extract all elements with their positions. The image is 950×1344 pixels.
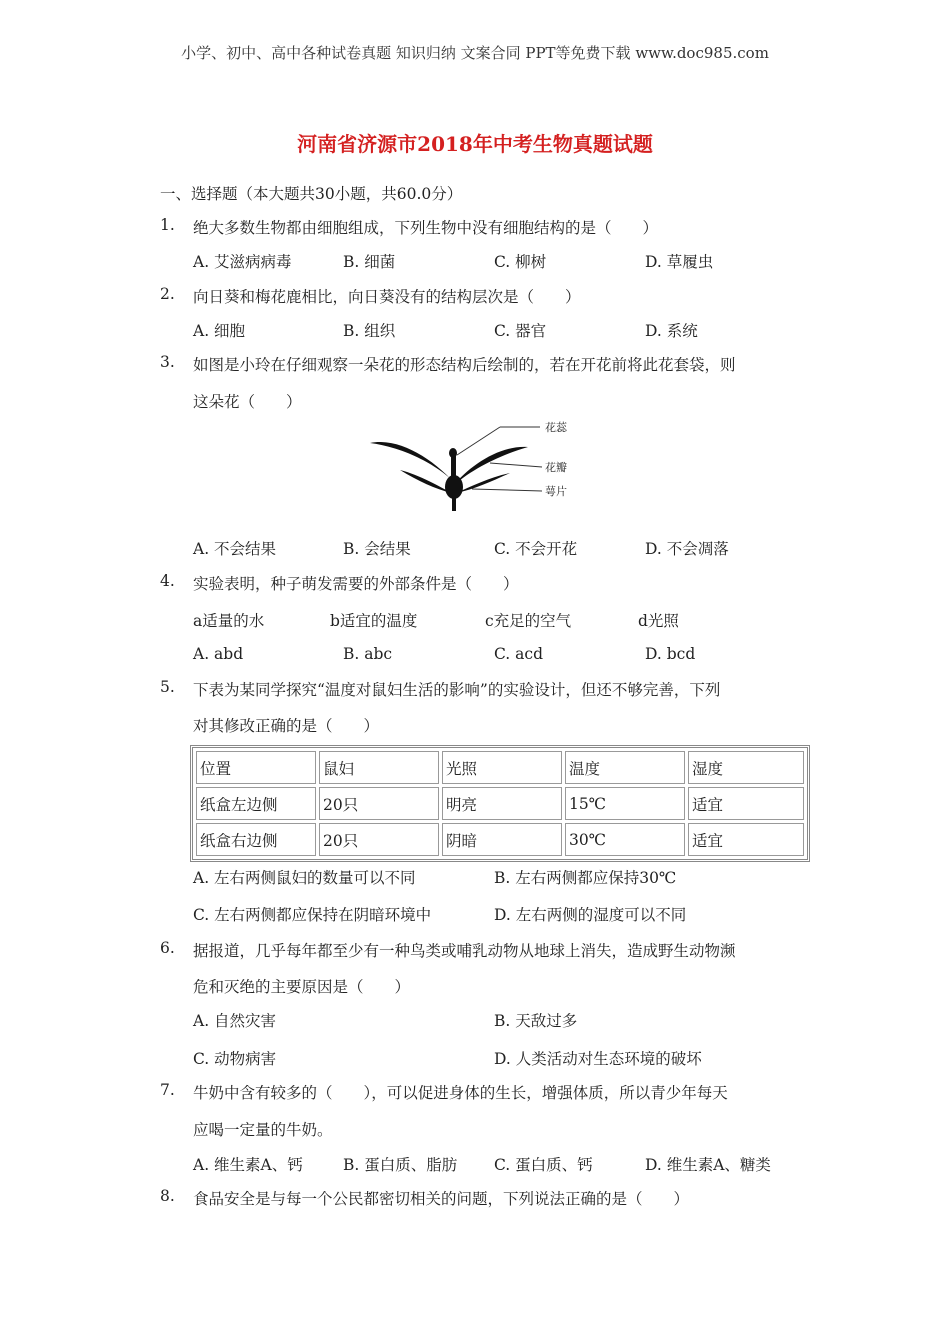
q8-stem: 食品安全是与每一个公民都密切相关的问题，下列说法正确的是（ ） xyxy=(193,1190,690,1208)
q1-option-b: B. 细菌 xyxy=(343,253,396,271)
q1-stem: 绝大多数生物都由细胞组成，下列生物中没有细胞结构的是（ ） xyxy=(193,219,659,237)
q6-option-c: C. 动物病害 xyxy=(193,1050,277,1068)
q5-stem-line2: 对其修改正确的是（ ） xyxy=(193,717,380,735)
page-title: 河南省济源市2018年中考生物真题试题 xyxy=(297,132,653,156)
q4-stem: 实验表明，种子萌发需要的外部条件是（ ） xyxy=(193,575,519,593)
q6-stem-line1: 据报道，几乎每年都至少有一种鸟类或哺乳动物从地球上消失，造成野生动物濒 xyxy=(193,942,736,960)
label-petal: 花瓣 xyxy=(545,461,567,474)
table-header-cell: 湿度 xyxy=(688,751,804,784)
table-header-cell: 光照 xyxy=(442,751,562,784)
q2-stem: 向日葵和梅花鹿相比，向日葵没有的结构层次是（ ） xyxy=(193,288,581,306)
q1-option-c: C. 柳树 xyxy=(494,253,547,271)
table-row xyxy=(196,823,804,856)
q7-option-d: D. 维生素A、糖类 xyxy=(645,1156,771,1174)
pistil xyxy=(451,455,456,483)
leader-line-stamen xyxy=(457,427,500,455)
stem xyxy=(452,497,456,511)
label-sepal: 萼片 xyxy=(545,485,567,498)
table-cell: 15℃ xyxy=(565,787,685,820)
q4-number: 4. xyxy=(160,572,175,590)
q1-option-d: D. 草履虫 xyxy=(645,253,714,271)
table-header-cell: 位置 xyxy=(196,751,316,784)
left-petal xyxy=(370,442,458,487)
q2-number: 2. xyxy=(160,285,175,303)
leader-line-petal xyxy=(490,463,542,467)
table-cell: 明亮 xyxy=(442,787,562,820)
q4-condition-a: a适量的水 xyxy=(193,612,265,630)
flower-diagram xyxy=(360,415,590,515)
table-cell: 适宜 xyxy=(688,787,804,820)
q4-option-a: A. abd xyxy=(193,645,244,663)
table-cell: 纸盒右边侧 xyxy=(196,823,316,856)
q1-number: 1. xyxy=(160,216,175,234)
q2-option-c: C. 器官 xyxy=(494,322,547,340)
experiment-table xyxy=(190,745,810,862)
q7-number: 7. xyxy=(160,1081,175,1099)
q3-stem-line2: 这朵花（ ） xyxy=(193,393,302,411)
q1-option-a: A. 艾滋病病毒 xyxy=(193,253,292,271)
q3-stem-line1: 如图是小玲在仔细观察一朵花的形态结构后绘制的，若在开花前将此花套袋，则 xyxy=(193,356,736,374)
table-cell: 适宜 xyxy=(688,823,804,856)
q2-option-a: A. 细胞 xyxy=(193,322,246,340)
q7-option-a: A. 维生素A、钙 xyxy=(193,1156,303,1174)
q5-option-d: D. 左右两侧的湿度可以不同 xyxy=(494,906,687,924)
table-cell: 20只 xyxy=(319,787,439,820)
stigma xyxy=(449,448,457,458)
q6-number: 6. xyxy=(160,939,175,957)
q3-option-a: A. 不会结果 xyxy=(193,540,277,558)
section-heading: 一、选择题（本大题共30小题，共60.0分） xyxy=(160,185,463,203)
q3-option-c: C. 不会开花 xyxy=(494,540,578,558)
q6-option-d: D. 人类活动对生态环境的破坏 xyxy=(494,1050,702,1068)
q7-stem-line1: 牛奶中含有较多的（ ），可以促进身体的生长，增强体质，所以青少年每天 xyxy=(193,1084,728,1102)
label-stamen: 花蕊 xyxy=(545,421,567,434)
table-cell: 30℃ xyxy=(565,823,685,856)
q6-stem-line2: 危和灭绝的主要原因是（ ） xyxy=(193,978,411,996)
q4-option-d: D. bcd xyxy=(645,645,696,663)
q5-option-b: B. 左右两侧都应保持30℃ xyxy=(494,869,677,887)
q8-number: 8. xyxy=(160,1187,175,1205)
q4-condition-b: b适宜的温度 xyxy=(330,612,418,630)
q7-option-b: B. 蛋白质、脂肪 xyxy=(343,1156,458,1174)
q5-number: 5. xyxy=(160,678,175,696)
table-cell: 纸盒左边侧 xyxy=(196,787,316,820)
table-row xyxy=(196,787,804,820)
q3-option-d: D. 不会凋落 xyxy=(645,540,729,558)
q2-option-d: D. 系统 xyxy=(645,322,698,340)
table-cell: 20只 xyxy=(319,823,439,856)
table-header-row xyxy=(196,751,804,784)
q7-stem-line2: 应喝一定量的牛奶。 xyxy=(193,1121,333,1139)
q6-option-b: B. 天敌过多 xyxy=(494,1012,578,1030)
q5-stem-line1: 下表为某同学探究“温度对鼠妇生活的影响”的实验设计，但还不够完善，下列 xyxy=(193,681,721,699)
q7-option-c: C. 蛋白质、钙 xyxy=(494,1156,593,1174)
q6-option-a: A. 自然灾害 xyxy=(193,1012,277,1030)
q5-option-a: A. 左右两侧鼠妇的数量可以不同 xyxy=(193,869,416,887)
table-header-cell: 温度 xyxy=(565,751,685,784)
q2-option-b: B. 组织 xyxy=(343,322,396,340)
q3-number: 3. xyxy=(160,353,175,371)
leader-line-sepal xyxy=(472,489,542,491)
page-header: 小学、初中、高中各种试卷真题 知识归纳 文案合同 PPT等免费下载 www.doc985.com xyxy=(181,44,769,62)
q3-option-b: B. 会结果 xyxy=(343,540,411,558)
table-cell: 阴暗 xyxy=(442,823,562,856)
q5-option-c: C. 左右两侧都应保持在阴暗环境中 xyxy=(193,906,432,924)
q4-condition-d: d光照 xyxy=(638,612,679,630)
table-header-cell: 鼠妇 xyxy=(319,751,439,784)
q4-condition-c: c充足的空气 xyxy=(485,612,572,630)
q4-option-c: C. acd xyxy=(494,645,544,663)
q4-option-b: B. abc xyxy=(343,645,393,663)
